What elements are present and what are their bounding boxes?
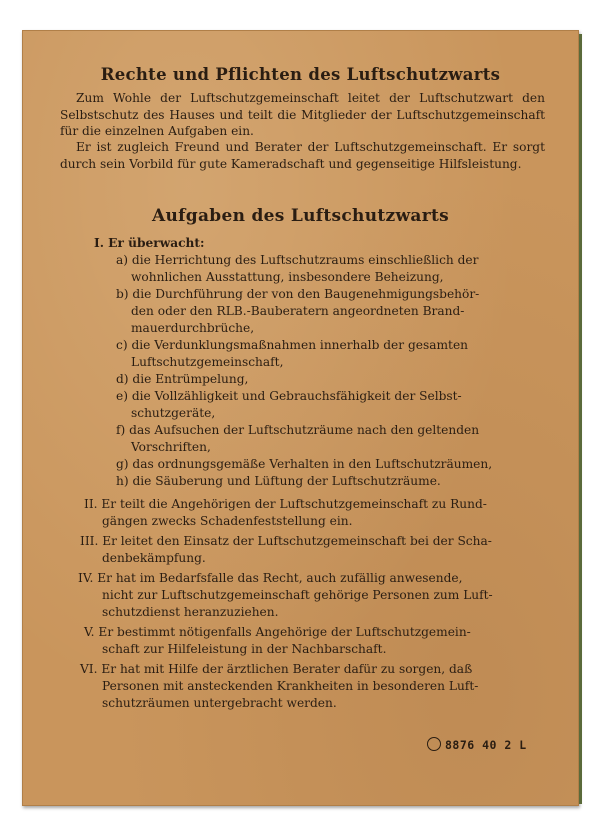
section-1-lead: I. Er überwacht: bbox=[94, 236, 205, 250]
page-title: Rechte und Pflichten des Luftschutzwarts bbox=[100, 65, 501, 84]
section-6-line-3: schutzräumen untergebracht werden. bbox=[102, 696, 337, 710]
item-b-line-1: b) die Durchführung der von den Baugenehmigungsbehör- bbox=[116, 287, 480, 301]
item-h-line-1: h) die Säuberung und Lüftung der Luftschutzräume. bbox=[116, 474, 441, 488]
section-5-line-1: V. Er bestimmt nötigenfalls Angehörige der Luftschutzgemein- bbox=[84, 625, 471, 639]
tasks-heading: Aufgaben des Luftschutzwarts bbox=[152, 206, 449, 226]
section-2-line-1: II. Er teilt die Angehörigen der Luftschutzgemeinschaft zu Rund- bbox=[84, 497, 487, 511]
section-3-line-1: III. Er leitet den Einsatz der Luftschutzgemeinschaft bei der Scha- bbox=[80, 534, 492, 548]
item-e-line-1: e) die Vollzähligkeit und Gebrauchsfähigkeit der Selbst- bbox=[116, 389, 462, 403]
section-6-line-2: Personen mit ansteckenden Krankheiten in besonderen Luft- bbox=[102, 679, 479, 693]
section-6-line-1: VI. Er hat mit Hilfe der ärztlichen Berater dafür zu sorgen, daß bbox=[80, 662, 473, 676]
item-e-line-2: schutzgeräte, bbox=[131, 406, 216, 420]
item-f-line-2: Vorschriften, bbox=[131, 440, 211, 454]
card-edge bbox=[579, 34, 582, 804]
item-d-line-1: d) die Entrümpelung, bbox=[116, 372, 249, 386]
section-4-line-3: schutzdienst heranzuziehen. bbox=[102, 605, 279, 619]
item-a-line-1: a) die Herrichtung des Luftschutzraums einschließlich der bbox=[116, 253, 479, 267]
intro-paragraph-1: Zum Wohle der Luftschutzgemeinschaft leitet der Luftschutzwart den Selbstschutz des Hauses und teilt die Mitglieder der Luftschutzgemeinschaft für die einzelnen Aufgaben ein. bbox=[60, 91, 545, 138]
section-2-line-2: gängen zwecks Schadenfeststellung ein. bbox=[102, 514, 353, 528]
print-code: 8876 40 2 L bbox=[427, 737, 527, 752]
section-4-line-1: IV. Er hat im Bedarfsfalle das Recht, auch zufällig anwesende, bbox=[78, 571, 463, 585]
section-3-line-2: denbekämpfung. bbox=[102, 551, 206, 565]
document-card bbox=[22, 30, 579, 806]
print-mark-icon bbox=[427, 737, 441, 751]
item-b-line-3: mauerdurchbrüche, bbox=[131, 321, 255, 335]
item-b-line-2: den oder den RLB.-Bauberatern angeordneten Brand- bbox=[131, 304, 465, 318]
item-a-line-2: wohnlichen Ausstattung, insbesondere Beheizung, bbox=[131, 270, 444, 284]
item-c-line-1: c) die Verdunklungsmaßnahmen innerhalb der gesamten bbox=[116, 338, 469, 352]
item-f-line-1: f) das Aufsuchen der Luftschutzräume nach den geltenden bbox=[116, 423, 480, 437]
item-g-line-1: g) das ordnungsgemäße Verhalten in den Luftschutzräumen, bbox=[116, 457, 493, 471]
intro-paragraph-2: Er ist zugleich Freund und Berater der Luftschutzgemeinschaft. Er sorgt durch sein Vorbild für gute Kameradschaft und gegenseitige Hilfsleistung. bbox=[60, 140, 545, 171]
section-4-line-2: nicht zur Luftschutzgemeinschaft gehörige Personen zum Luft- bbox=[102, 588, 493, 602]
item-c-line-2: Luftschutzgemeinschaft, bbox=[131, 355, 284, 369]
section-5-line-2: schaft zur Hilfeleistung in der Nachbarschaft. bbox=[102, 642, 387, 656]
